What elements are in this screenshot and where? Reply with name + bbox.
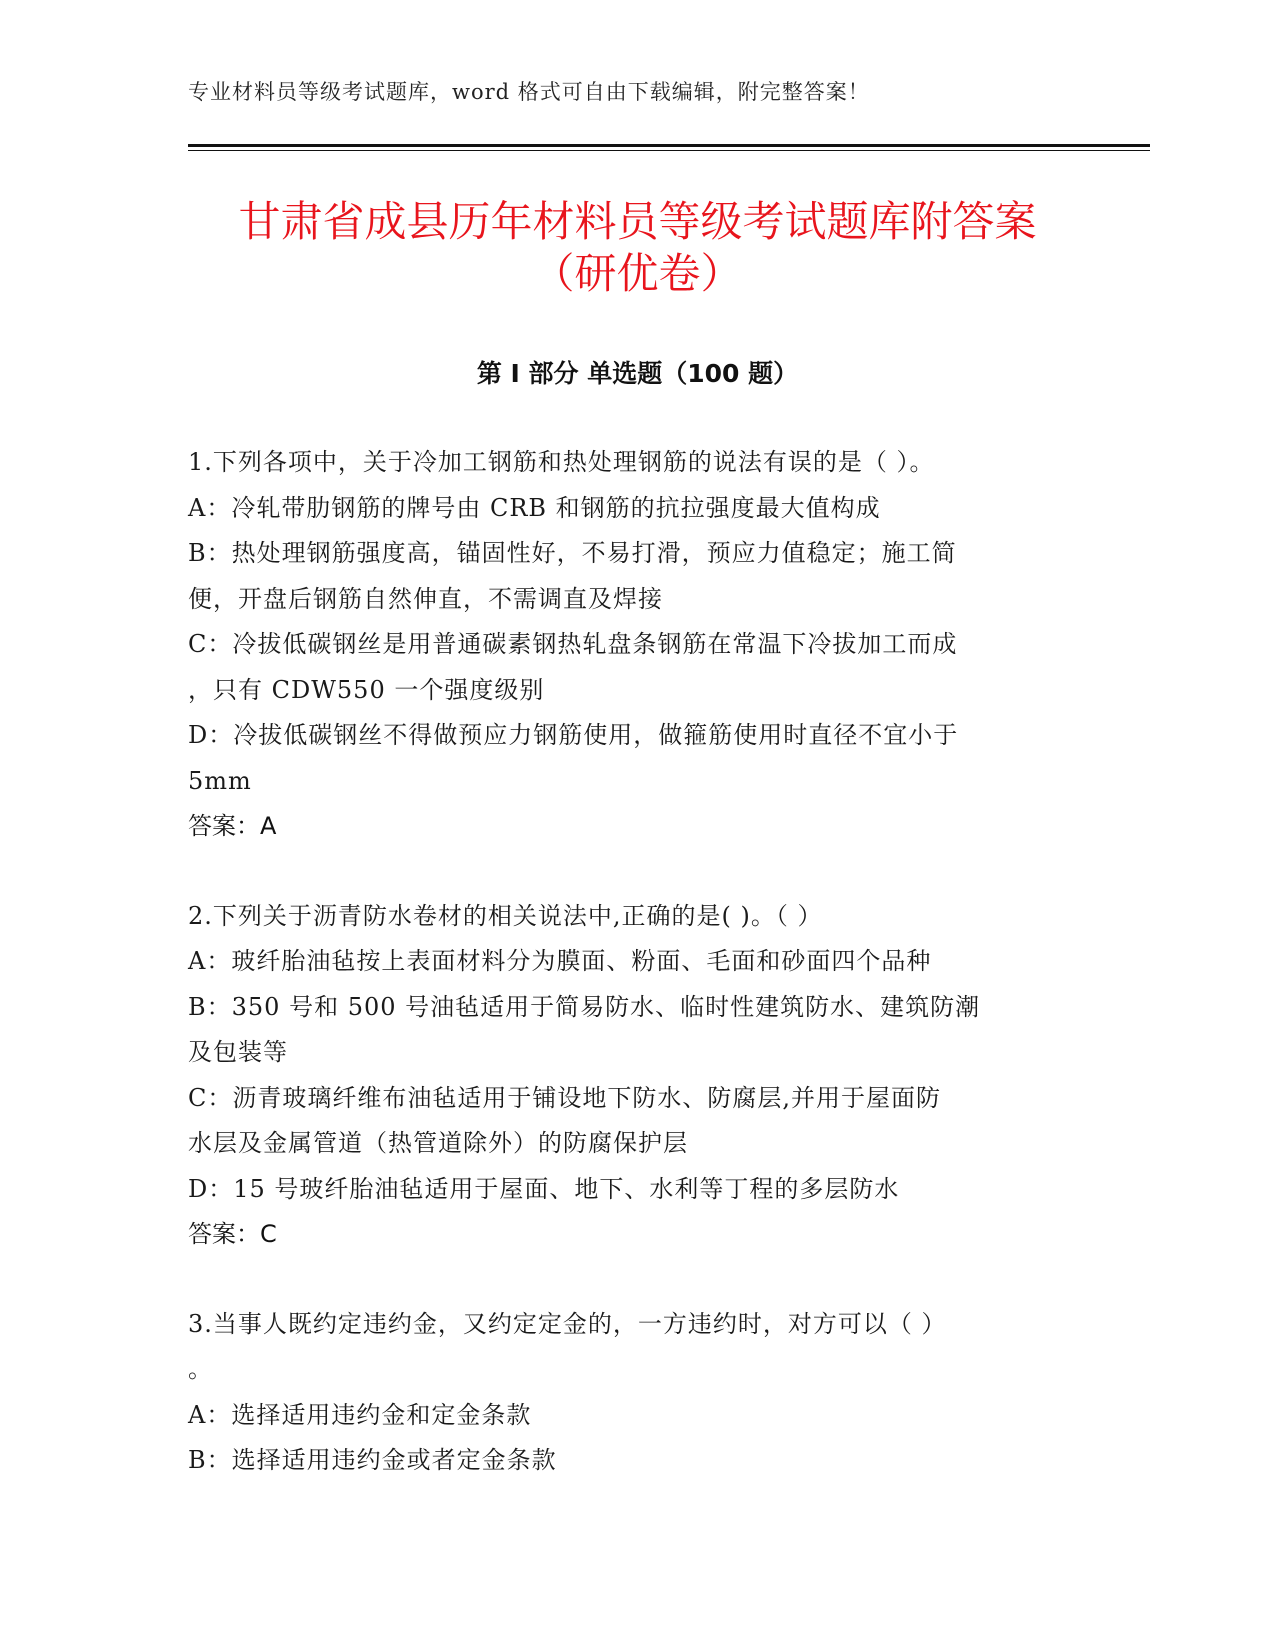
header-note: 专业材料员等级考试题库，word 格式可自由下载编辑，附完整答案！ <box>188 80 870 104</box>
document-title-line-1: 甘肃省成县历年材料员等级考试题库附答案 <box>238 197 1037 246</box>
question-stem: 3.当事人既约定违约金，又约定定金的，一方违约时，对方可以（ ） <box>188 1309 947 1338</box>
question-list <box>188 440 1078 1528</box>
header-rule-thin <box>188 150 1150 151</box>
option-b <box>188 1438 1078 1484</box>
option-line: ，只有 CDW550 一个强度级别 <box>188 675 545 704</box>
option-line: B：350 号和 500 号油毡适用于简易防水、临时性建筑防水、建筑防潮 <box>188 992 981 1021</box>
option-a <box>188 1393 1078 1439</box>
question-2 <box>188 894 1078 1258</box>
option-a <box>188 939 1078 985</box>
document-title-line-2: （研优卷） <box>532 249 743 298</box>
option-line: C：冷拔低碳钢丝是用普通碳素钢热轧盘条钢筋在常温下冷拔加工而成 <box>188 630 958 658</box>
question-stem: 1.下列各项中，关于冷加工钢筋和热处理钢筋的说法有误的是（ ）。 <box>188 448 935 476</box>
question-stem-continued: 。 <box>188 1355 213 1383</box>
option-b <box>188 531 1078 622</box>
document-title <box>150 196 1125 300</box>
answer-label: 答案：A <box>188 812 277 840</box>
question-3 <box>188 1302 1078 1484</box>
option-d <box>188 1167 1078 1213</box>
option-line: 5mm <box>188 766 252 795</box>
answer-label: 答案：C <box>188 1220 277 1248</box>
question-1 <box>188 440 1078 850</box>
option-c <box>188 622 1078 713</box>
option-a <box>188 486 1078 532</box>
option-line: A：玻纤胎油毡按上表面材料分为膜面、粉面、毛面和砂面四个品种 <box>188 947 932 975</box>
option-line: 及包装等 <box>188 1038 288 1066</box>
option-line: D：15 号玻纤胎油毡适用于屋面、地下、水利等丁程的多层防水 <box>188 1174 900 1203</box>
option-d <box>188 713 1078 804</box>
header-rule-thick <box>188 144 1150 147</box>
option-line: D：冷拔低碳钢丝不得做预应力钢筋使用，做箍筋使用时直径不宜小于 <box>188 721 959 749</box>
option-line: B：选择适用违约金或者定金条款 <box>188 1446 557 1474</box>
question-stem: 2.下列关于沥青防水卷材的相关说法中,正确的是( )。（ ） <box>188 901 823 930</box>
option-b <box>188 985 1078 1076</box>
section-title: 第 I 部分 单选题（100 题） <box>476 359 799 388</box>
option-line: B：热处理钢筋强度高，锚固性好，不易打滑，预应力值稳定；施工简 <box>188 539 957 567</box>
option-line: A：选择适用违约金和定金条款 <box>188 1400 532 1429</box>
option-line: A：冷轧带肋钢筋的牌号由 CRB 和钢筋的抗拉强度最大值构成 <box>188 493 881 522</box>
option-line: 水层及金属管道（热管道除外）的防腐保护层 <box>188 1129 688 1157</box>
option-c <box>188 1076 1078 1167</box>
option-line: 便，开盘后钢筋自然伸直，不需调直及焊接 <box>188 584 663 613</box>
option-line: C：沥青玻璃纤维布油毡适用于铺设地下防水、防腐层,并用于屋面防 <box>188 1083 941 1112</box>
